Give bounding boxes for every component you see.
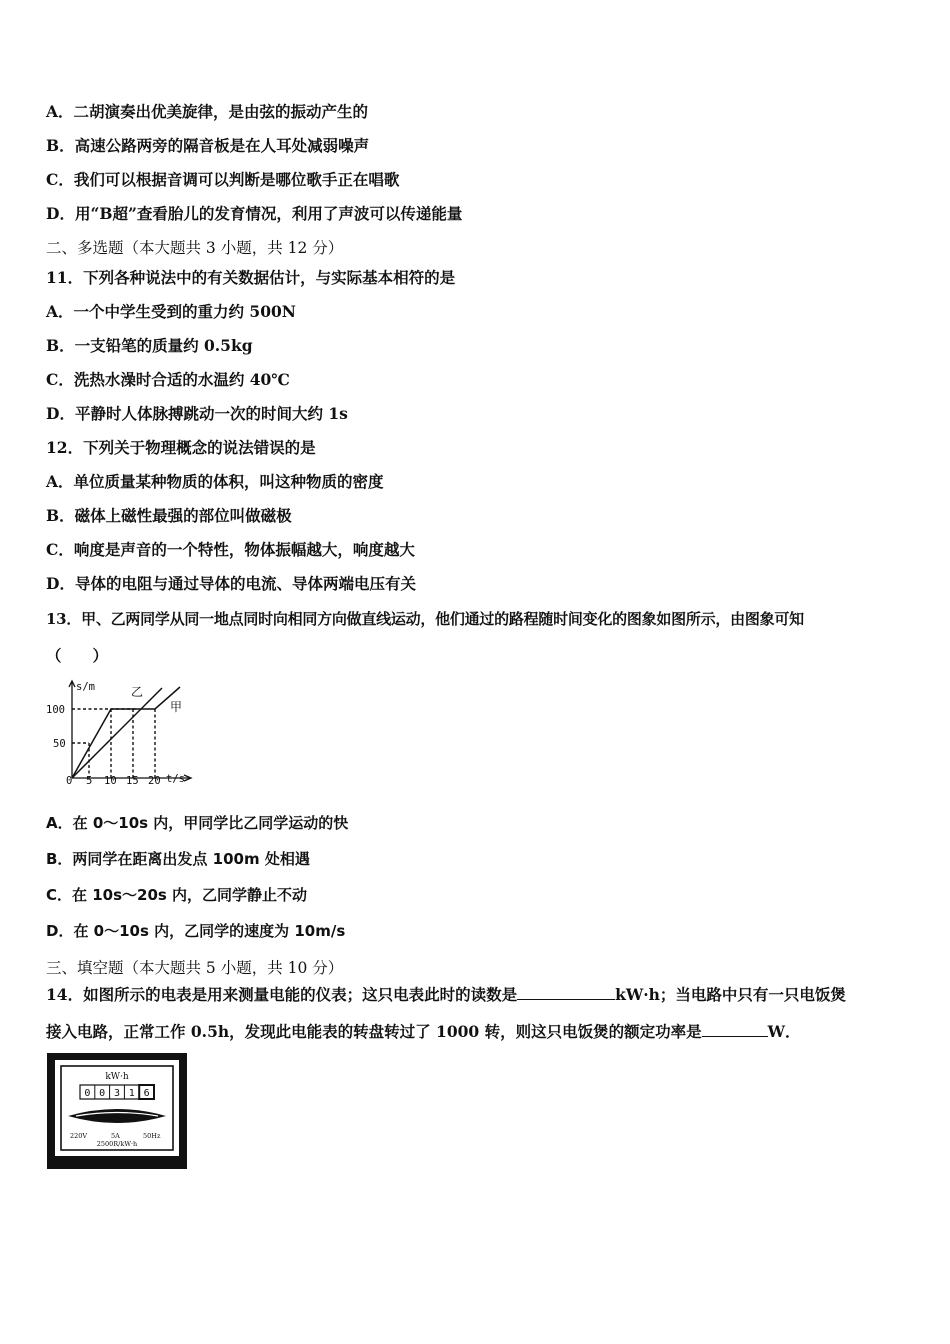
q11-option-b: B．一支铅笔的质量约 0.5kg xyxy=(46,336,253,355)
q10-option-a: A．二胡演奏出优美旋律，是由弦的振动产生的 xyxy=(46,102,369,121)
meter-constant: 2500R/kW·h xyxy=(96,1140,138,1148)
y-tick-50: 50 xyxy=(53,738,66,750)
section3-heading: 三、填空题（本大题共 5 小题，共 10 分） xyxy=(46,959,344,977)
meter-digit-3: 3 xyxy=(113,1088,121,1099)
line-yi xyxy=(72,687,183,778)
q11-option-d: D．平静时人体脉搏跳动一次的时间大约 1s xyxy=(46,404,348,423)
answer-blank-power[interactable] xyxy=(702,1020,768,1037)
q13-option-b: B．两同学在距离出发点 100m 处相遇 xyxy=(46,850,310,868)
q12-option-a: A．单位质量某种物质的体积，叫这种物质的密度 xyxy=(46,472,384,491)
x-tick-0: 0 xyxy=(66,775,73,787)
x-tick-5: 5 xyxy=(86,775,93,787)
x-tick-10: 10 xyxy=(104,775,117,787)
q14-line2-text-b: W． xyxy=(767,1022,801,1041)
series-jia-label: 甲 xyxy=(170,700,183,714)
q10-option-b: B．高速公路两旁的隔音板是在人耳处减弱噪声 xyxy=(46,136,370,155)
x-tick-20: 20 xyxy=(148,775,161,787)
q13-option-c: C．在 10s～20s 内，乙同学静止不动 xyxy=(46,886,308,904)
q11-stem: 11．下列各种说法中的有关数据估计，与实际基本相符的是 xyxy=(46,268,456,287)
s-t-graph xyxy=(46,678,197,787)
q10-option-c: C．我们可以根据音调可以判断是哪位歌手正在唱歌 xyxy=(46,170,400,189)
section2-heading: 二、多选题（本大题共 3 小题，共 12 分） xyxy=(46,239,344,257)
meter-digit-4: 1 xyxy=(128,1088,135,1099)
x-tick-15: 15 xyxy=(126,775,139,787)
q13-option-a: A．在 0～10s 内，甲同学比乙同学运动的快 xyxy=(46,814,349,832)
q14-line1 xyxy=(46,983,846,1005)
answer-blank-reading[interactable] xyxy=(517,983,615,1000)
q12-option-c: C．响度是声音的一个特性，物体振幅越大，响度越大 xyxy=(46,540,415,559)
q14-line2 xyxy=(46,1020,801,1042)
q14-line1-text-b: kW·h；当电路中只有一只电饭煲 xyxy=(615,985,846,1004)
y-axis-label: s/m xyxy=(76,681,95,693)
q13-stem: 13．甲、乙两同学从同一地点同时向相同方向做直线运动，他们通过的路程随时间变化的图象如图所示，由图象可知 xyxy=(46,610,804,628)
meter-current: 5A xyxy=(111,1132,120,1140)
y-tick-100: 100 xyxy=(46,704,65,716)
meter-digit-1: 0 xyxy=(84,1088,91,1099)
meter-voltage: 220V xyxy=(70,1132,88,1140)
meter-unit-label: kW·h xyxy=(105,1072,129,1082)
series-yi-label: 乙 xyxy=(131,685,144,699)
q11-option-c: C．洗热水澡时合适的水温约 40℃ xyxy=(46,370,290,389)
line-jia xyxy=(72,688,162,778)
q14-line2-text-a: 接入电路，正常工作 0.5h，发现此电能表的转盘转过了 1000 转，则这只电饭煲的额定功率是 xyxy=(46,1022,702,1041)
q12-option-d: D．导体的电阻与通过导体的电流、导体两端电压有关 xyxy=(46,574,416,593)
q10-option-d: D．用“B超”查看胎儿的发育情况，利用了声波可以传递能量 xyxy=(46,204,463,223)
meter-digit-5: 6 xyxy=(143,1088,150,1099)
q12-stem: 12．下列关于物理概念的说法错误的是 xyxy=(46,438,316,457)
q14-line1-text-a: 14．如图所示的电表是用来测量电能的仪表；这只电表此时的读数是 xyxy=(46,985,518,1004)
q13-option-d: D．在 0～10s 内，乙同学的速度为 10m/s xyxy=(46,922,346,940)
meter-digit-2: 0 xyxy=(99,1088,106,1099)
q12-option-b: B．磁体上磁性最强的部位叫做磁极 xyxy=(46,506,292,525)
q11-option-a: A．一个中学生受到的重力约 500N xyxy=(46,302,296,321)
electricity-meter xyxy=(46,1052,188,1170)
q13-paren: （ ） xyxy=(46,646,109,665)
x-axis-label: t/s xyxy=(166,773,185,785)
meter-frequency: 50Hz xyxy=(143,1132,161,1140)
